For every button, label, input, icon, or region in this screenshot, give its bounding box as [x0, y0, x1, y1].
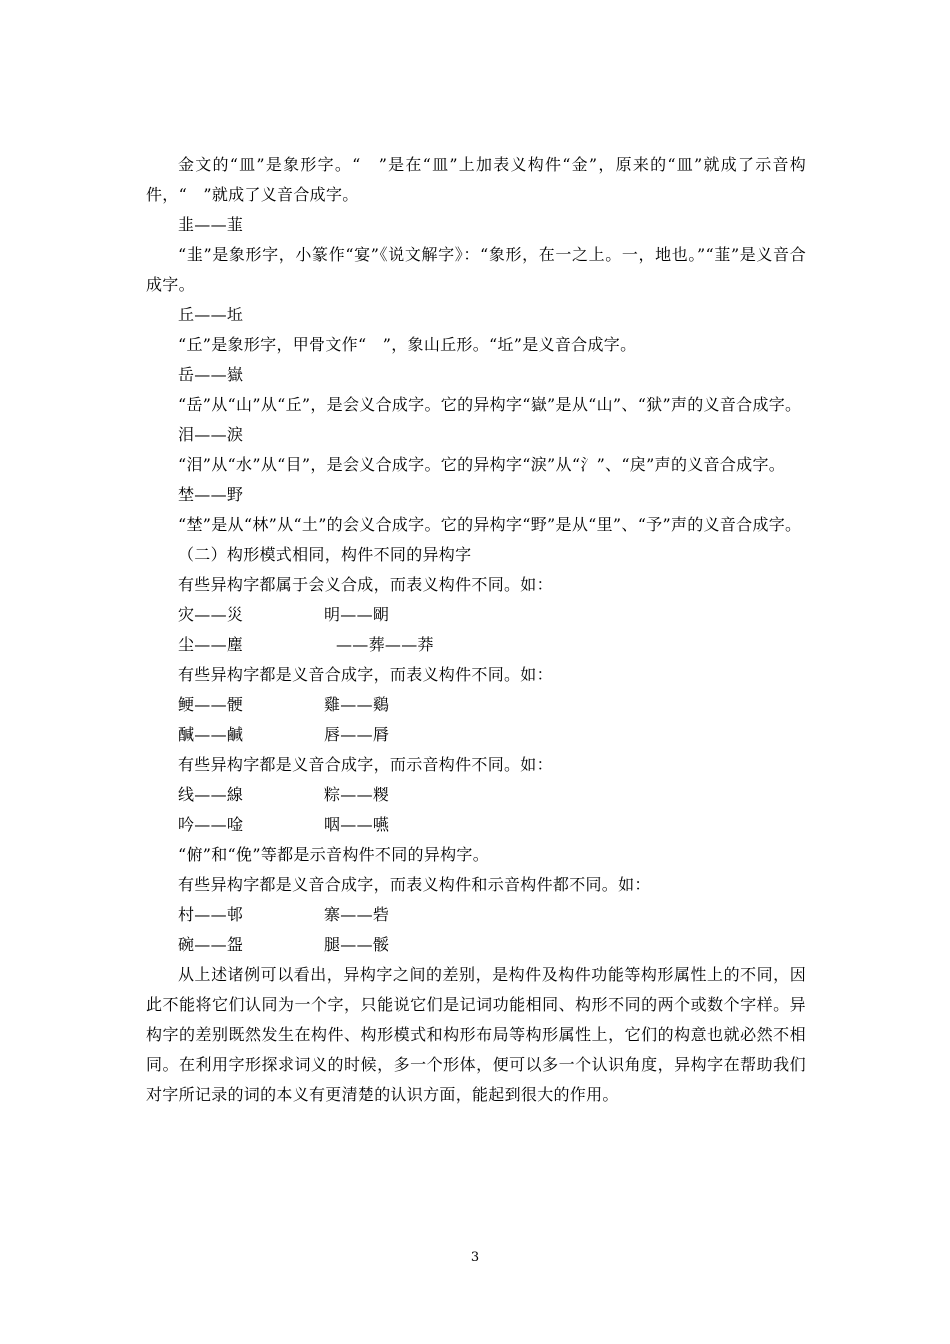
example-heading: 泪——淚 [178, 425, 244, 444]
example-row [146, 630, 806, 660]
example-pair: 吟——唫 [178, 815, 244, 834]
example-pair: 腿——骽 [324, 935, 390, 954]
example-heading: 埜——野 [178, 485, 244, 504]
paragraph: 有些异构字都是义音合成字，而示音构件不同。如： [178, 755, 553, 774]
paragraph: 有些异构字都是义音合成字，而表义构件和示音构件都不同。如： [178, 875, 651, 894]
section-heading: （二）构形模式相同，构件不同的异构字 [178, 545, 472, 564]
paragraph: 金文的“皿”是象形字。“ ”是在“皿”上加表义构件“金”，原来的“皿”就成了示音构件，“ ”就成了义音合成字。 [146, 155, 806, 204]
example-pair: 尘——塵 [178, 635, 244, 654]
paragraph: “韭”是象形字，小篆作“宴”《说文解字》：“象形，在一之上。一，地也。”“韮”是义音合成字。 [146, 245, 806, 294]
example-heading: 韭——韮 [178, 215, 244, 234]
conclusion-paragraph: 从上述诸例可以看出，异构字之间的差别，是构件及构件功能等构形属性上的不同，因此不能将它们认同为一个字，只能说它们是记词功能相同、构形不同的两个或数个字样。异构字的差别既然发生在构件、构形模式和构形布局等构形属性上，它们的构意也就必然不相同。在利用字形探求词义的时候，多一个形体，便可以多一个认识角度，异构字在帮助我们对字所记录的词的本义有更清楚的认识方面，能起到很大的作用。 [146, 965, 806, 1104]
example-row [146, 780, 806, 810]
paragraph: “丘”是象形字，甲骨文作“ ”，象山丘形。“坵”是义音合成字。 [178, 335, 637, 354]
example-pair: 醎——鹹 [178, 725, 244, 744]
example-pair: 线——線 [178, 785, 244, 804]
example-pair: 村——邨 [178, 905, 244, 924]
example-row [146, 900, 806, 930]
example-pair: 咽——嚥 [324, 815, 390, 834]
example-pair: 碗——盌 [178, 935, 244, 954]
example-pair: 雞——鷄 [324, 695, 390, 714]
example-pair: 明——朙 [324, 605, 390, 624]
example-row [146, 600, 806, 630]
example-row [146, 810, 806, 840]
example-pair: 粽——糉 [324, 785, 390, 804]
paragraph: 有些异构字都是义音合成字，而表义构件不同。如： [178, 665, 553, 684]
example-pair: ——葬——莽 [336, 635, 434, 654]
paragraph: “埜”是从“林”从“土”的会义合成字。它的异构字“野”是从“里”、“予”声的义音合成字。 [178, 515, 802, 534]
example-pair: 唇——脣 [324, 725, 390, 744]
paragraph: “岳”从“山”从“丘”，是会义合成字。它的异构字“嶽”是从“山”、“狱”声的义音合成字。 [178, 395, 802, 414]
paragraph: “泪”从“水”从“目”，是会义合成字。它的异构字“淚”从“氵”、“戾”声的义音合成字。 [178, 455, 786, 474]
page-number: 3 [470, 1250, 480, 1265]
example-pair: 寨——砦 [324, 905, 390, 924]
example-heading: 丘——坵 [178, 305, 244, 324]
example-pair: 灾——災 [178, 605, 244, 624]
paragraph: 有些异构字都属于会义合成，而表义构件不同。如： [178, 575, 553, 594]
example-row [146, 690, 806, 720]
example-row [146, 930, 806, 960]
example-heading: 岳——嶽 [178, 365, 244, 384]
body-text [146, 150, 806, 1110]
example-row [146, 720, 806, 750]
example-pair: 鲠——骾 [178, 695, 244, 714]
paragraph: “俯”和“俛”等都是示音构件不同的异构字。 [178, 845, 490, 864]
